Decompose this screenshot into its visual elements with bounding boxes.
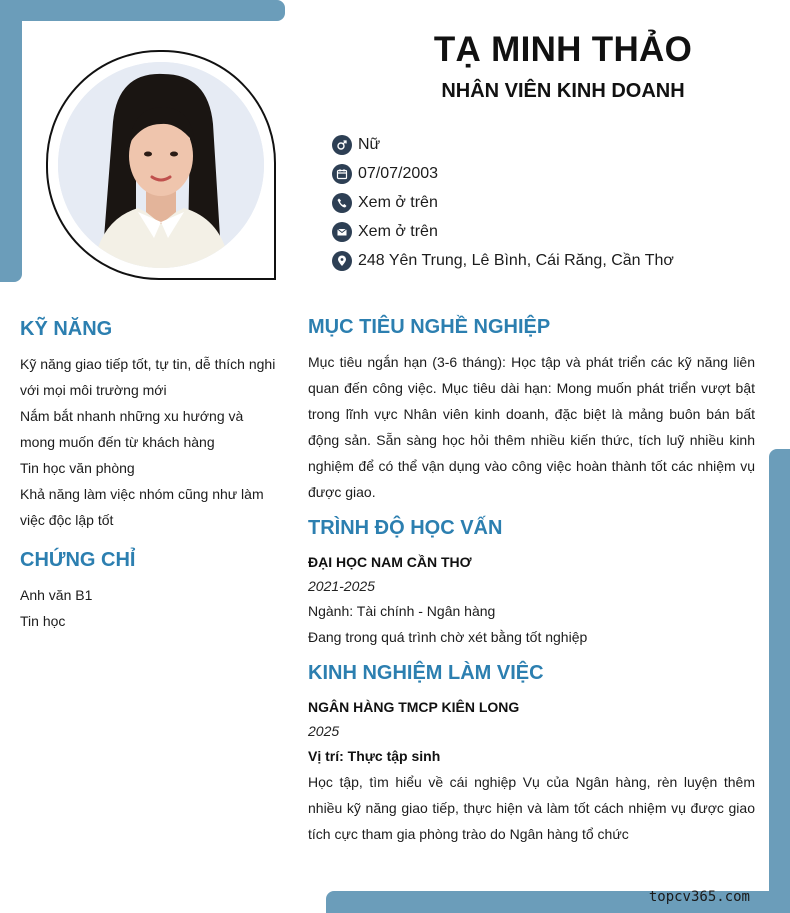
contact-gender: [332, 130, 674, 159]
contact-phone-text: Xem ở trên: [358, 193, 438, 211]
watermark: topcv365.com: [648, 889, 750, 905]
certificate-item: Anh văn B1: [20, 587, 93, 603]
objective-text: Mục tiêu ngắn hạn (3-6 tháng): Học tập và phát triển các kỹ năng liên quan đến công việc. Mục tiêu dài hạn: Mong muốn phát triển vượt bật trong lĩnh vực Nhân viên kinh doanh, đặc biệt là mảng buôn bán bất động sản. Sẵn sàng học hỏi thêm nhiều kiến thức, tích luỹ nhiều kinh nghiệm để có thể vận dụng vào công việc hoàn thành tốt các nhiệm vụ được giao.: [308, 354, 755, 500]
school-name: ĐẠI HỌC NAM CẦN THƠ: [308, 554, 472, 570]
certificates-title: CHỨNG CHỈ: [20, 549, 136, 571]
contact-email: [332, 217, 674, 246]
experience-position: Vị trí: Thực tập sinh: [308, 748, 441, 764]
profile-photo: [58, 62, 264, 268]
contact-gender-text: Nữ: [358, 135, 381, 153]
education-note: Đang trong quá trình chờ xét bằng tốt nghiệp: [308, 629, 588, 645]
email-icon: [332, 222, 352, 242]
portrait-illustration: [58, 62, 264, 268]
contact-email-text: Xem ở trên: [358, 222, 438, 240]
company-name: NGÂN HÀNG TMCP KIÊN LONG: [308, 699, 520, 715]
experience-title: KINH NGHIỆM LÀM VIỆC: [308, 662, 544, 684]
skill-item: Khả năng làm việc nhóm cũng như làm việc độc lập tốt: [20, 486, 264, 528]
skills-title: KỸ NĂNG: [20, 318, 113, 340]
contact-phone: [332, 188, 674, 217]
objective-section: [308, 316, 755, 505]
right-column: [308, 316, 755, 859]
gender-icon: [332, 135, 352, 155]
contact-list: [332, 130, 674, 275]
photo-frame: [46, 50, 276, 280]
contact-birthdate-text: 07/07/2003: [358, 164, 439, 182]
education-major: Ngành: Tài chính - Ngân hàng: [308, 603, 496, 619]
experience-period: 2025: [308, 723, 340, 739]
objective-title: MỤC TIÊU NGHỀ NGHIỆP: [308, 316, 551, 338]
contact-address: [332, 246, 674, 275]
decor-bar-left: [0, 0, 22, 282]
skill-item: Kỹ năng giao tiếp tốt, tự tin, dễ thích nghi với mọi môi trường mới: [20, 356, 276, 398]
left-column: [20, 318, 280, 650]
decor-bar-top: [0, 0, 285, 21]
skill-item: Nắm bắt nhanh những xu hướng và mong muốn đến từ khách hàng: [20, 408, 244, 450]
candidate-name: TẠ MINH THẢO: [433, 30, 693, 69]
certificates-section: [20, 549, 280, 634]
contact-birthdate: [332, 159, 674, 188]
certificate-item: Tin học: [20, 613, 66, 629]
phone-icon: [332, 193, 352, 213]
decor-bar-right: [769, 449, 790, 913]
skill-item: Tin học văn phòng: [20, 460, 135, 476]
education-section: [308, 517, 755, 650]
job-title: NHÂN VIÊN KINH DOANH: [441, 80, 685, 102]
contact-address-text: 248 Yên Trung, Lê Bình, Cái Răng, Cần Thơ: [358, 251, 674, 269]
education-title: TRÌNH ĐỘ HỌC VẤN: [308, 517, 503, 539]
experience-section: [308, 662, 755, 847]
education-period: 2021-2025: [308, 578, 375, 594]
location-icon: [332, 251, 352, 271]
skills-section: [20, 318, 280, 533]
experience-description: Học tập, tìm hiểu về cái nghiệp Vụ của Ngân hàng, rèn luyện thêm nhiều kỹ năng giao tiếp, thực hiện và làm tốt cách nhiệm vụ được giao tích cực tham gia phòng trào do Ngân hàng tổ chức: [308, 774, 755, 842]
calendar-icon: [332, 164, 352, 184]
